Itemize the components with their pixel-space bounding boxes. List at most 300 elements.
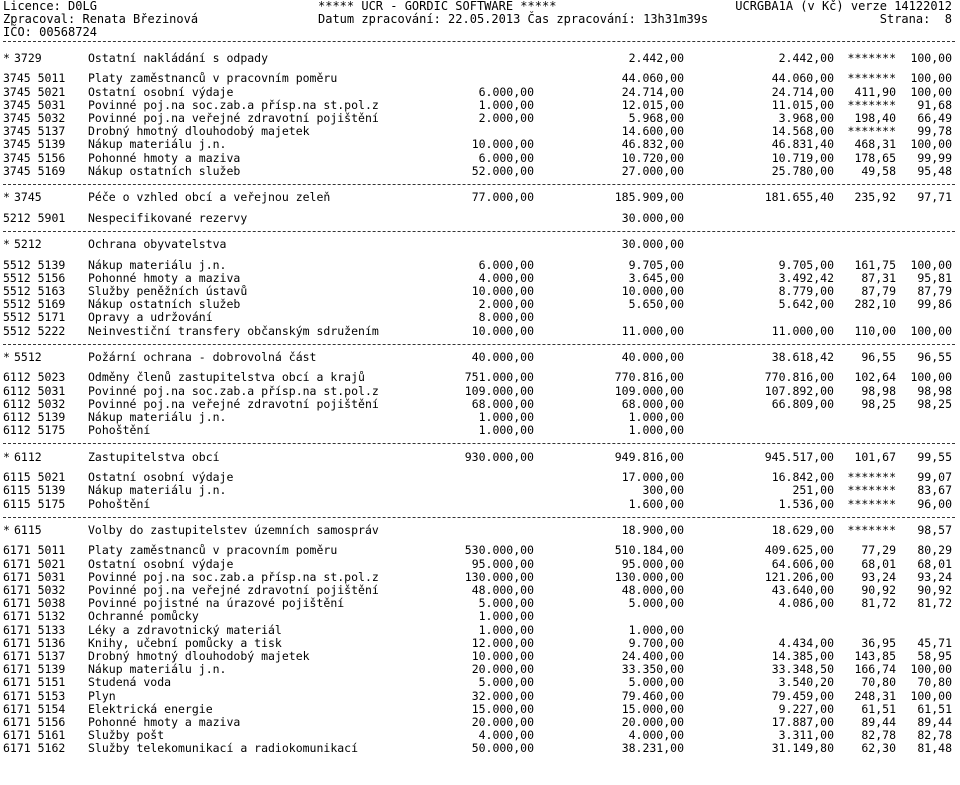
budget-adjusted: 38.231,00 [621,741,684,756]
account-description: Platy zaměstnanců v pracovním poměru [88,543,338,558]
table-row [0,597,960,610]
percent-of-approved: 62,30 [861,741,896,756]
percent-of-approved: 61,51 [861,701,896,716]
percent-of-approved: 49,58 [861,163,896,178]
account-description: Povinné poj.na soc.zab.a přísp.na st.pol.z [88,383,379,398]
table-row [0,624,960,637]
actual-amount: 2.442,00 [778,51,834,65]
percent-of-adjusted: 100,00 [910,370,952,385]
percent-of-adjusted: 99,99 [917,150,952,165]
percent-of-adjusted: 100,00 [910,662,952,677]
percent-of-approved: ******* [847,470,896,485]
account-code: 6171 5156 [3,714,66,729]
account-code: 3745 5156 [3,150,66,165]
actual-amount: 18.629,00 [771,522,834,537]
budget-adjusted: 5.650,00 [628,297,684,312]
table-row [0,72,960,85]
account-code: 5512 5169 [3,297,66,312]
account-description: Služby telekomunikací a radiokomunikací [88,741,359,756]
table-row [0,544,960,557]
percent-of-approved: ******* [847,71,896,86]
budget-approved: 40.000,00 [471,349,534,364]
section-separator [3,443,955,444]
percent-of-adjusted: 100,00 [910,84,952,99]
account-description: Péče o vzhled obcí a veřejnou zeleň [88,190,331,205]
budget-approved: 930.000,00 [464,449,534,464]
percent-of-adjusted: 66,49 [917,111,952,126]
table-row [0,584,960,597]
account-code: 5512 5139 [3,257,66,272]
account-code: 6171 5162 [3,741,66,756]
percent-of-approved: 70,80 [861,675,896,690]
account-code: 3745 5137 [3,124,66,139]
budget-approved: 68.000,00 [471,396,534,411]
account-description: Povinné pojistné na úrazové pojištění [88,596,345,611]
account-description: Požární ochrana - dobrovolná část [88,349,317,364]
percent-of-adjusted: 99,55 [917,449,952,464]
account-code: 3745 5011 [3,71,66,86]
budget-approved: 6.000,00 [478,257,534,272]
account-description: Ostatní nakládání s odpady [88,51,269,65]
budget-approved: 2.000,00 [478,111,534,126]
section-separator [3,517,955,518]
percent-of-adjusted: 91,68 [917,97,952,112]
account-code: 5212 [14,237,42,252]
account-code: 6112 5139 [3,410,66,425]
account-description: Ostatní osobní výdaje [88,84,234,99]
account-description: Pohoštění [88,423,151,438]
percent-of-approved: 89,44 [861,714,896,729]
table-row [0,411,960,424]
account-code: 6115 5139 [3,483,66,498]
percent-of-adjusted: 89,44 [917,714,952,729]
budget-approved: 5.000,00 [478,675,534,690]
total-marker: * [3,522,10,537]
percent-of-adjusted: 80,29 [917,543,952,558]
account-description: Povinné poj.na veřejné zdravotní pojištění [88,111,379,126]
actual-amount: 24.714,00 [771,84,834,99]
budget-adjusted: 1.000,00 [628,410,684,425]
account-description: Povinné poj.na soc.zab.a přísp.na st.pol.z [88,569,379,584]
actual-amount: 251,00 [792,483,834,498]
account-description: Služby pošt [88,728,165,743]
account-description: Pohoštění [88,496,151,511]
account-code: 6171 5137 [3,648,66,663]
header-separator [3,41,955,42]
account-code: 5512 5163 [3,283,66,298]
actual-amount: 25.780,00 [771,163,834,178]
percent-of-approved: 77,29 [861,543,896,558]
budget-approved: 48.000,00 [471,582,534,597]
account-description: Povinné poj.na soc.zab.a přísp.na st.pol.z [88,97,379,112]
percent-of-approved: ******* [847,483,896,498]
actual-amount: 4.086,00 [778,596,834,611]
account-code: 3745 5021 [3,84,66,99]
percent-of-approved: 143,85 [854,648,896,663]
budget-approved: 4.000,00 [478,270,534,285]
account-code: 3745 [14,190,42,205]
account-description: Ochranné pomůcky [88,609,199,624]
budget-approved: 52.000,00 [471,163,534,178]
budget-adjusted: 11.000,00 [621,323,684,338]
percent-of-approved: 198,40 [854,111,896,126]
table-row [0,125,960,138]
account-code: 5512 [14,349,42,364]
account-description: Nákup materiálu j.n. [88,410,227,425]
percent-of-adjusted: 68,01 [917,556,952,571]
account-code: 6115 5175 [3,496,66,511]
budget-adjusted: 2.442,00 [628,51,684,65]
account-description: Volby do zastupitelstev územních samospráv [88,522,379,537]
table-row [0,371,960,384]
percent-of-adjusted: 97,71 [917,190,952,205]
report-header-line-2 [0,13,960,26]
account-description: Zastupitelstva obcí [88,449,220,464]
section-separator [3,231,955,232]
percent-of-approved: 36,95 [861,635,896,650]
account-description: Pohonné hmoty a maziva [88,714,241,729]
budget-approved: 20.000,00 [471,714,534,729]
report-version: UCRGBA1A (v Kč) verze 14122012 [735,0,952,13]
account-code: 5512 5156 [3,270,66,285]
account-code: 6171 5153 [3,688,66,703]
budget-approved: 10.000,00 [471,137,534,152]
section-separator [3,184,955,185]
percent-of-adjusted: 99,07 [917,470,952,485]
budget-adjusted: 44.060,00 [621,71,684,86]
budget-adjusted: 27.000,00 [621,163,684,178]
percent-of-adjusted: 96,00 [917,496,952,511]
budget-approved: 95.000,00 [471,556,534,571]
actual-amount: 64.606,00 [771,556,834,571]
actual-amount: 11.015,00 [771,97,834,112]
budget-adjusted: 109.000,00 [614,383,684,398]
percent-of-adjusted: 81,48 [917,741,952,756]
account-code: 6171 5136 [3,635,66,650]
percent-of-approved: 81,72 [861,596,896,611]
budget-adjusted: 14.600,00 [621,124,684,139]
percent-of-adjusted: 58,95 [917,648,952,663]
budget-adjusted: 5.968,00 [628,111,684,126]
account-code: 6171 5032 [3,582,66,597]
budget-approved: 15.000,00 [471,701,534,716]
table-row [0,86,960,99]
account-code: 6171 5132 [3,609,66,624]
percent-of-adjusted: 98,57 [917,522,952,537]
budget-adjusted: 770.816,00 [614,370,684,385]
budget-adjusted: 10.000,00 [621,283,684,298]
percent-of-approved: 235,92 [854,190,896,205]
percent-of-adjusted: 87,79 [917,283,952,298]
budget-adjusted: 20.000,00 [621,714,684,729]
percent-of-adjusted: 45,71 [917,635,952,650]
actual-amount: 46.831,40 [771,137,834,152]
budget-adjusted: 10.720,00 [621,150,684,165]
budget-approved: 6.000,00 [478,150,534,165]
account-code: 6112 5031 [3,383,66,398]
percent-of-approved: ******* [847,97,896,112]
report-header-line-3 [0,26,960,39]
budget-adjusted: 18.900,00 [621,522,684,537]
budget-approved: 77.000,00 [471,190,534,205]
budget-adjusted: 15.000,00 [621,701,684,716]
actual-amount: 3.492,42 [778,270,834,285]
percent-of-adjusted: 100,00 [910,137,952,152]
account-code: 6112 5175 [3,423,66,438]
percent-of-adjusted: 99,78 [917,124,952,139]
table-row [0,152,960,165]
budget-adjusted: 30.000,00 [621,210,684,225]
total-marker: * [3,349,10,364]
budget-adjusted: 24.714,00 [621,84,684,99]
percent-of-adjusted: 98,25 [917,396,952,411]
processed-by: Zpracoval: Renata Březinová [3,12,199,26]
section-total-row [0,238,960,251]
actual-amount: 38.618,42 [771,349,834,364]
percent-of-adjusted: 100,00 [910,323,952,338]
percent-of-approved: ******* [847,124,896,139]
budget-adjusted: 4.000,00 [628,728,684,743]
percent-of-approved: 68,01 [861,556,896,571]
budget-approved: 20.000,00 [471,662,534,677]
company-id: IČO: 00568724 [3,25,97,39]
percent-of-adjusted: 93,24 [917,569,952,584]
budget-adjusted: 68.000,00 [621,396,684,411]
account-code: 6115 [14,522,42,537]
percent-of-approved: 166,74 [854,662,896,677]
budget-adjusted: 5.000,00 [628,675,684,690]
budget-approved: 10.000,00 [471,283,534,298]
account-code: 6112 5032 [3,396,66,411]
account-description: Léky a zdravotnický materiál [88,622,282,637]
table-row [0,729,960,742]
table-row [0,637,960,650]
table-row [0,610,960,623]
account-description: Povinné poj.na veřejné zdravotní pojištění [88,582,379,597]
budget-adjusted: 24.400,00 [621,648,684,663]
percent-of-adjusted: 100,00 [910,71,952,86]
account-code: 3745 5169 [3,163,66,178]
account-description: Ostatní osobní výdaje [88,470,234,485]
percent-of-approved: 248,31 [854,688,896,703]
account-description: Pohonné hmoty a maziva [88,270,241,285]
budget-approved: 109.000,00 [464,383,534,398]
account-code: 6171 5031 [3,569,66,584]
percent-of-approved: 87,31 [861,270,896,285]
account-code: 6171 5038 [3,596,66,611]
table-row [0,650,960,663]
budget-approved: 1.000,00 [478,97,534,112]
account-code: 3729 [14,51,42,65]
actual-amount: 44.060,00 [771,71,834,86]
percent-of-approved: 101,67 [854,449,896,464]
table-row [0,742,960,755]
total-marker: * [3,51,10,65]
table-row [0,471,960,484]
account-code: 5212 5901 [3,210,66,225]
table-row [0,484,960,497]
actual-amount: 770.816,00 [764,370,834,385]
budget-adjusted: 48.000,00 [621,582,684,597]
table-row [0,325,960,338]
percent-of-adjusted: 95,81 [917,270,952,285]
percent-of-adjusted: 100,00 [910,688,952,703]
section-total-row [0,524,960,537]
account-code: 6115 5021 [3,470,66,485]
account-description: Studená voda [88,675,172,690]
percent-of-approved: 178,65 [854,150,896,165]
actual-amount: 66.809,00 [771,396,834,411]
table-row [0,398,960,411]
percent-of-adjusted: 96,55 [917,349,952,364]
account-code: 5512 5222 [3,323,66,338]
percent-of-approved: 98,98 [861,383,896,398]
table-row [0,212,960,225]
budget-approved: 751.000,00 [464,370,534,385]
account-code: 6171 5151 [3,675,66,690]
actual-amount: 43.640,00 [771,582,834,597]
budget-approved: 32.000,00 [471,688,534,703]
account-code: 6171 5161 [3,728,66,743]
account-code: 3745 5032 [3,111,66,126]
percent-of-approved: 468,31 [854,137,896,152]
budget-adjusted: 510.184,00 [614,543,684,558]
actual-amount: 17.887,00 [771,714,834,729]
budget-adjusted: 1.600,00 [628,496,684,511]
account-code: 6171 5133 [3,622,66,637]
budget-approved: 1.000,00 [478,423,534,438]
actual-amount: 14.385,00 [771,648,834,663]
account-code: 3745 5139 [3,137,66,152]
actual-amount: 1.536,00 [778,496,834,511]
percent-of-adjusted: 83,67 [917,483,952,498]
budget-adjusted: 33.350,00 [621,662,684,677]
account-description: Nákup materiálu j.n. [88,662,227,677]
account-description: Elektrická energie [88,701,213,716]
percent-of-adjusted: 82,78 [917,728,952,743]
table-row [0,298,960,311]
budget-adjusted: 46.832,00 [621,137,684,152]
budget-adjusted: 40.000,00 [621,349,684,364]
actual-amount: 9.705,00 [778,257,834,272]
account-code: 3745 5031 [3,97,66,112]
percent-of-adjusted: 99,86 [917,297,952,312]
table-row [0,138,960,151]
budget-adjusted: 949.816,00 [614,449,684,464]
actual-amount: 4.434,00 [778,635,834,650]
budget-adjusted: 12.015,00 [621,97,684,112]
budget-approved: 12.000,00 [471,635,534,650]
total-marker: * [3,449,10,464]
table-row [0,676,960,689]
budget-approved: 1.000,00 [478,609,534,624]
account-code: 6112 5023 [3,370,66,385]
actual-amount: 9.227,00 [778,701,834,716]
account-description: Neinvestiční transfery občanským sdružením [88,323,379,338]
percent-of-adjusted: 70,80 [917,675,952,690]
budget-adjusted: 130.000,00 [614,569,684,584]
budget-adjusted: 300,00 [642,483,684,498]
percent-of-approved: 102,64 [854,370,896,385]
percent-of-approved: 93,24 [861,569,896,584]
budget-adjusted: 95.000,00 [621,556,684,571]
percent-of-approved: 411,90 [854,84,896,99]
account-description: Nákup materiálu j.n. [88,257,227,272]
actual-amount: 10.719,00 [771,150,834,165]
percent-of-approved: 98,25 [861,396,896,411]
actual-amount: 33.348,50 [771,662,834,677]
budget-adjusted: 185.909,00 [614,190,684,205]
table-row [0,663,960,676]
percent-of-adjusted: 100,00 [910,51,952,65]
budget-approved: 10.000,00 [471,648,534,663]
budget-adjusted: 17.000,00 [621,470,684,485]
account-description: Služby peněžních ústavů [88,283,248,298]
table-row [0,703,960,716]
account-description: Nákup ostatních služeb [88,297,241,312]
account-description: Nákup ostatních služeb [88,163,241,178]
table-row [0,716,960,729]
account-description: Nákup materiálu j.n. [88,483,227,498]
account-description: Povinné poj.na veřejné zdravotní pojištění [88,396,379,411]
percent-of-approved: ******* [847,496,896,511]
table-row [0,558,960,571]
percent-of-adjusted: 81,72 [917,596,952,611]
percent-of-approved: 90,92 [861,582,896,597]
table-row [0,498,960,511]
budget-approved: 2.000,00 [478,297,534,312]
software-title: ***** UCR - GORDIC SOFTWARE ***** [318,0,557,13]
account-description: Platy zaměstnanců v pracovním poměru [88,71,338,86]
budget-approved: 6.000,00 [478,84,534,99]
table-row [0,259,960,272]
percent-of-approved: 96,55 [861,349,896,364]
account-code: 6171 5011 [3,543,66,558]
actual-amount: 107.892,00 [764,383,834,398]
account-code: 5512 5171 [3,310,66,325]
table-row [0,285,960,298]
budget-approved: 4.000,00 [478,728,534,743]
table-row [0,385,960,398]
percent-of-adjusted: 95,48 [917,163,952,178]
percent-of-approved: 82,78 [861,728,896,743]
section-total-row [0,451,960,464]
table-row [0,165,960,178]
percent-of-approved: ******* [847,51,896,65]
actual-amount: 3.540,20 [778,675,834,690]
percent-of-adjusted: 61,51 [917,701,952,716]
account-code: 6171 5154 [3,701,66,716]
budget-adjusted: 5.000,00 [628,596,684,611]
actual-amount: 5.642,00 [778,297,834,312]
budget-adjusted: 9.705,00 [628,257,684,272]
account-description: Drobný hmotný dlouhodobý majetek [88,124,310,139]
section-total-row [0,351,960,364]
actual-amount: 3.968,00 [778,111,834,126]
budget-approved: 5.000,00 [478,596,534,611]
account-description: Opravy a udržování [88,310,213,325]
table-row [0,690,960,703]
table-row [0,311,960,324]
account-code: 6171 5139 [3,662,66,677]
budget-approved: 50.000,00 [471,741,534,756]
percent-of-approved: 161,75 [854,257,896,272]
account-description: Odměny členů zastupitelstva obcí a krajů [88,370,365,385]
actual-amount: 79.459,00 [771,688,834,703]
account-code: 6112 [14,449,42,464]
account-description: Nákup materiálu j.n. [88,137,227,152]
table-row [0,424,960,437]
